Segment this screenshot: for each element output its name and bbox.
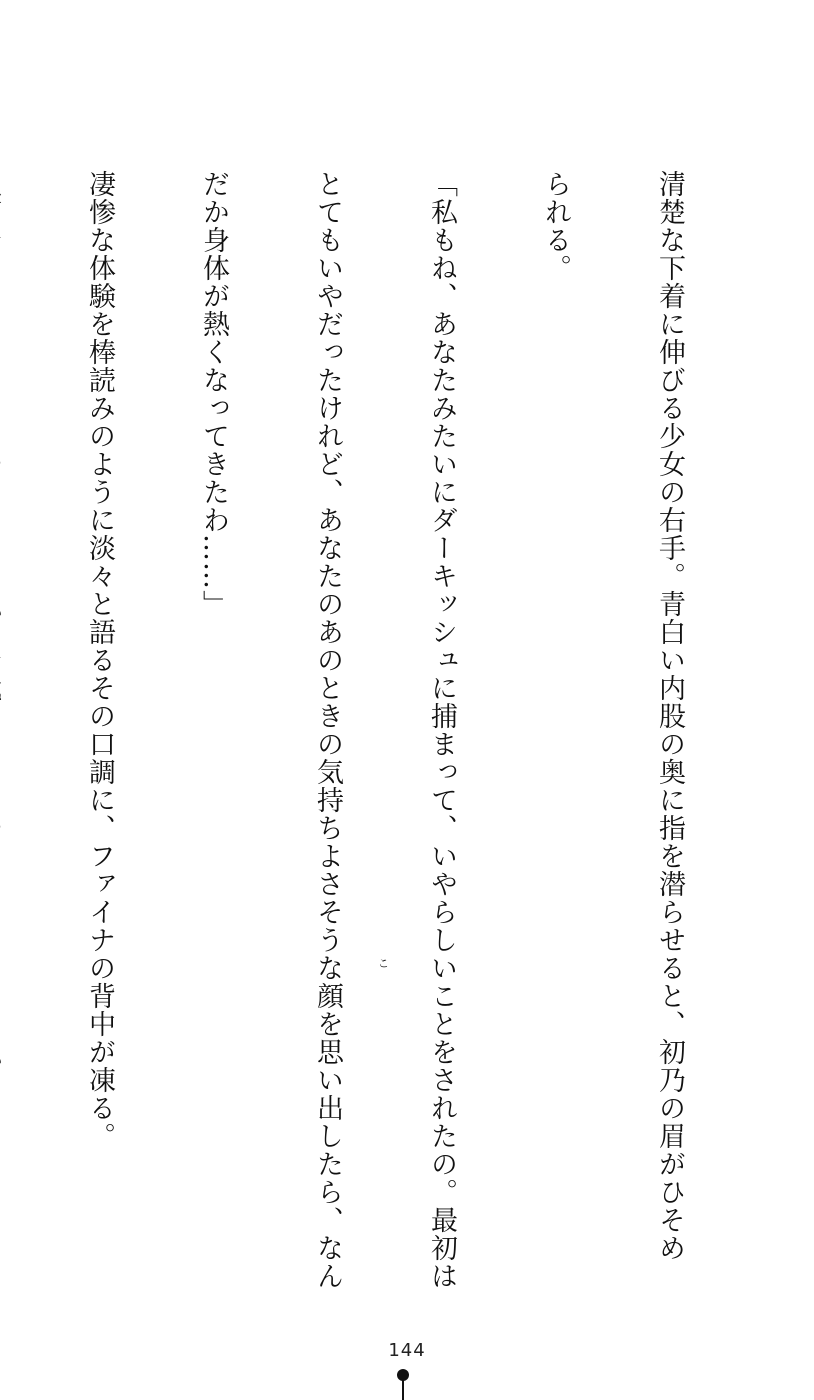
text-line [0, 170, 4, 1150]
text-line: 凄惨な体験を棒読みのように淡々と語るその口調に、ファイナの背中が凍る。 [84, 170, 115, 1150]
vertical-body-text [84, 170, 764, 1290]
folio-line-ornament [402, 1380, 404, 1400]
text-line: 「私もね、あなたみたいにダーキッシュに捕まって、いやらしいことをされたの。最初は [426, 170, 457, 1290]
ruby-annotation: こ [378, 957, 389, 970]
text-line: られる。 [540, 170, 571, 282]
text-line: だか身体が熱くなってきたわ……」 [198, 170, 229, 618]
text-line: 清楚な下着に伸びる少女の右手。青白い内股の奥に指を潜らせると、初乃の眉がひそめ [654, 170, 685, 1262]
text-line: とてもいやだったけれど、あなたのあのときの気持ちよさそうな顔を思い出したら、なん [312, 170, 343, 1290]
page-number: 144 [388, 1340, 426, 1361]
